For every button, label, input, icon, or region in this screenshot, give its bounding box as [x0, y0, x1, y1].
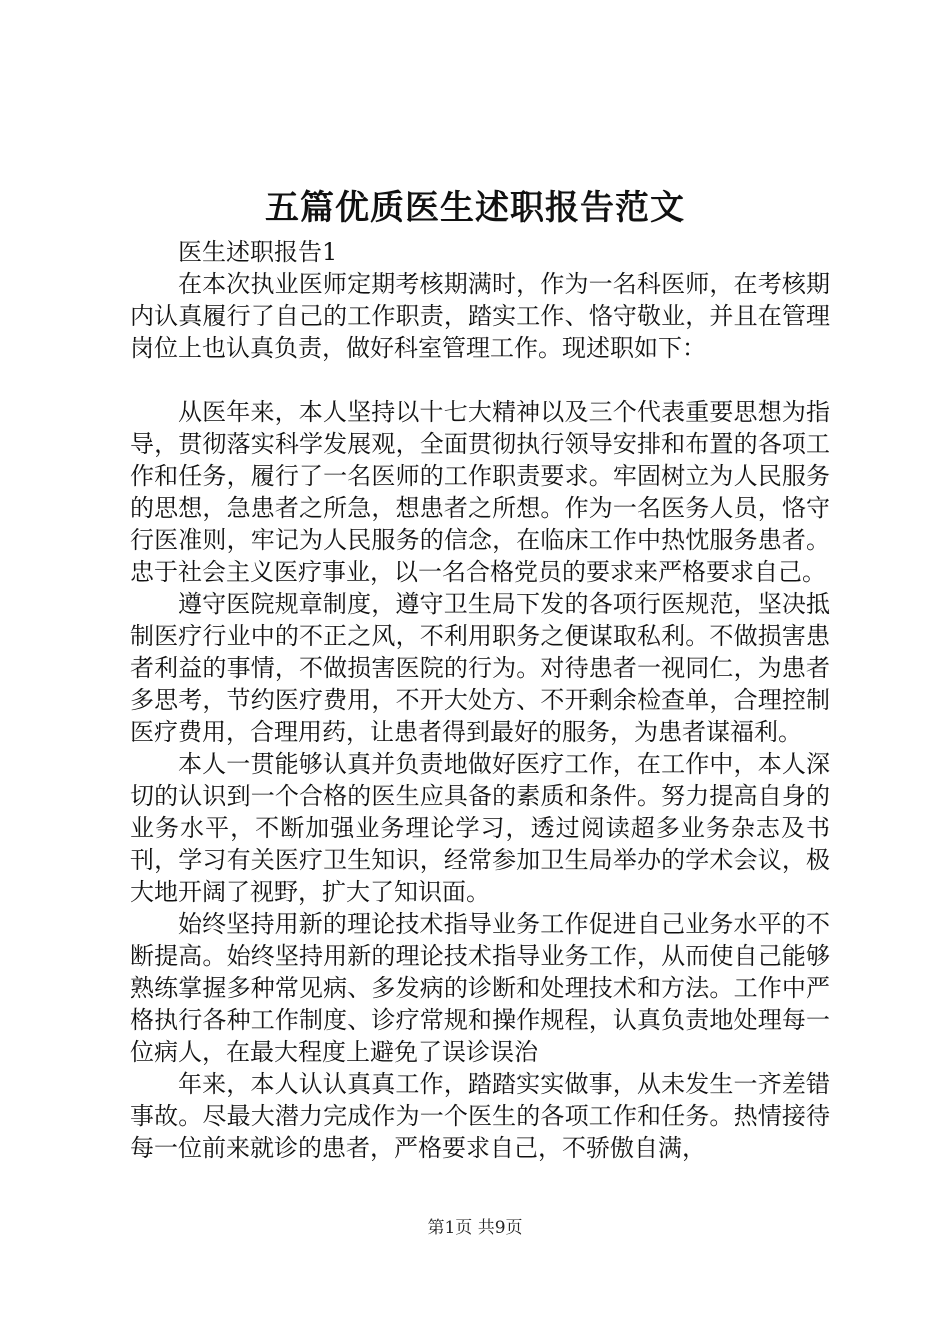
paragraph: 从医年来，本人坚持以十七大精神以及三个代表重要思想为指导，贯彻落实科学发展观，全面贯彻执行领导安排和布置的各项工作和任务，履行了一名医师的工作职责要求。牢固树立为人民服务的思想，急患者之所急，想患者之所想。作为一名医务人员，恪守行医准则，牢记为人民服务的信念，在临床工作中热忱服务患者。忠于社会主义医疗事业，以一名合格党员的要求来严格要求自己。 — [130, 398, 830, 586]
paragraph: 本人一贯能够认真并负责地做好医疗工作，在工作中，本人深切的认识到一个合格的医生应具备的素质和条件。努力提高自身的业务水平，不断加强业务理论学习，透过阅读超多业务杂志及书刊，学习有关医疗卫生知识，经常参加卫生局举办的学术会议，极大地开阔了视野，扩大了知识面。 — [130, 750, 830, 906]
paragraph: 遵守医院规章制度，遵守卫生局下发的各项行医规范，坚决抵制医疗行业中的不正之风，不利用职务之便谋取私利。不做损害患者利益的事情，不做损害医院的行为。对待患者一视同仁，为患者多思考，节约医疗费用，不开大处方、不开剩余检查单，合理控制医疗费用，合理用药，让患者得到最好的服务，为患者谋福利。 — [130, 590, 830, 746]
paragraph: 在本次执业医师定期考核期满时，作为一名科医师，在考核期内认真履行了自己的工作职责，踏实工作、恪守敬业，并且在管理岗位上也认真负责，做好科室管理工作。现述职如下： — [130, 270, 830, 362]
page-footer: 第1页 共9页 — [427, 1218, 523, 1238]
section-heading: 医生述职报告1 — [178, 238, 338, 266]
document-body — [130, 236, 830, 1164]
document-title: 五篇优质医生述职报告范文 — [265, 188, 685, 228]
paragraph: 始终坚持用新的理论技术指导业务工作促进自己业务水平的不断提高。始终坚持用新的理论技术指导业务工作，从而使自己能够熟练掌握多种常见病、多发病的诊断和处理技术和方法。工作中严格执行各种工作制度、诊疗常规和操作规程，认真负责地处理每一位病人，在最大程度上避免了误诊误治 — [130, 910, 830, 1066]
paragraph: 年来，本人认认真真工作，踏踏实实做事，从未发生一齐差错事故。尽最大潜力完成作为一个医生的各项工作和任务。热情接待每一位前来就诊的患者，严格要求自己，不骄傲自满， — [130, 1070, 830, 1162]
